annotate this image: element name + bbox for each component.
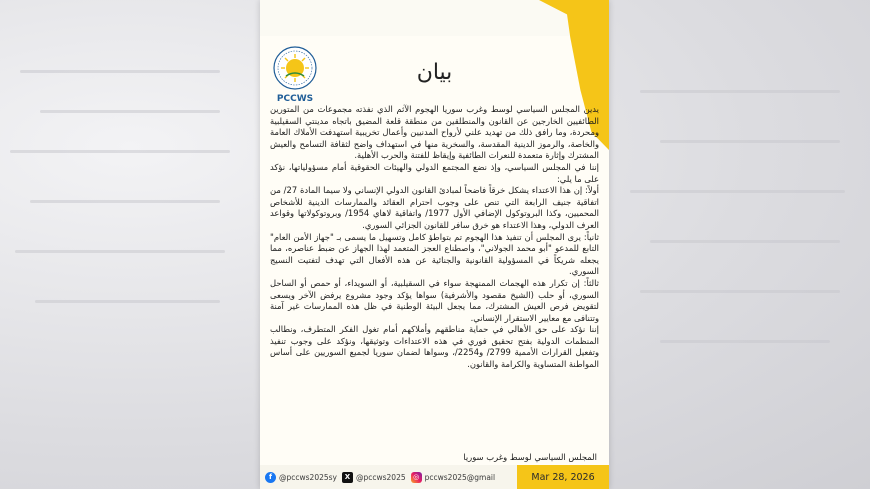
paragraph-intro: يدين المجلس السياسي لوسط وغرب سوريا الهجوم الآثم الذي نفذته مجموعات من المتورين الطائفيين الخارجين عن القانون والمنطلقين من منطقة قلعة المضيق باتجاه مدينتي السقيلبية ومحردة، وما رافق ذلك من تهديد علني لأرواح المدنيين وأعمال تخريبية استهدفت الأملاك العامة والخاصة، والرموز الدينية المقدسة، والسخرية منها في استهداف واضح لثقافة التسامح والعيش المشترك وإثارة متعمدة للنعرات الطائفية وإيقاظ للفتنة والحرب الأهلية. bbox=[270, 104, 599, 161]
logo-label: PCCWS bbox=[276, 94, 314, 104]
paragraph-first: أولاً: إن هذا الاعتداء يشكل خرقاً فاضحاً لمبادئ القانون الدولي الإنساني ولا سيما المادة 27/ من اتفاقية جنيف الرابعة التي تنص على وجوب احترام العقائد والممارسات الدينية للأشخاص المحميين، وكذا البروتوكول الإضافي الأول 1977/ واتفاقية لاهاي 1954/ وبروتوكولاتها وقواعد العرف الدولي، وهذا الاعتداء هو خرق سافر للقانون الجزائي السوري. bbox=[270, 185, 599, 230]
statement-document bbox=[260, 0, 609, 489]
paragraph-second: ثانياً: يرى المجلس أن تنفيذ هذا الهجوم تم بتواطؤ كامل وتسهيل ما يسمى بـ "جهاز الأمن العام" التابع للمدعو "أبو محمد الجولاني"، واصطناع العجز المتعمد لهذا الجهاز عن ضبط عناصره، مما يجعله شريكاً في المسؤولية القانونية والجنائية عن هذه الأفعال التي تهدف لتفتيت النسيج السوري. bbox=[270, 231, 599, 277]
x-icon: X bbox=[342, 472, 353, 483]
paragraph-position: إننا في المجلس السياسي، وإذ نضع المجتمع الدولي والهيئات الحقوقية أمام مسؤولياتها، نؤكد على ما يلي: bbox=[270, 161, 599, 184]
date-badge: Mar 28, 2026 bbox=[517, 465, 609, 489]
facebook-link[interactable] bbox=[265, 472, 337, 483]
signature: المجلس السياسي لوسط وغرب سوريا bbox=[463, 452, 597, 462]
facebook-handle: @pccws2025sy bbox=[279, 472, 337, 482]
x-handle: @pccws2025 bbox=[355, 472, 406, 482]
paragraph-demands: إننا نؤكد على حق الأهالي في حماية مناطقهم وأملاكهم أمام تغول الفكر المتطرف، ونطالب المنظمات الدولية بفتح تحقيق فوري في هذه الاعتداءات وتوثيقها، ونؤكد على وجوب تنفيذ وتفعيل القرارات الأممية 2799/ و2254/، وسواها لضمان سوريا لجميع السوريين على أساس المواطنة المتساوية والكرامة والقانون. bbox=[270, 324, 599, 370]
document-title: بيان bbox=[416, 60, 453, 85]
paragraph-third: ثالثاً: إن تكرار هذه الهجمات الممنهجة سواء في السقيلبية، أو السويداء، أو حمص أو الساحل السوري، أو حلب (الشيخ مقصود والأشرفية) سواها يؤكد وجود مشروع يرفض الآخر ويسعى لتقويض فرص العيش المشترك، مما يجعل البيئة الوطنية في ظل هذه الممارسات غير آمنة وتتنافى مع معايير الاستقرار الإنساني. bbox=[270, 277, 599, 323]
instagram-icon: ◎ bbox=[411, 472, 422, 483]
facebook-icon: f bbox=[265, 472, 276, 483]
email-link[interactable] bbox=[411, 472, 495, 483]
statement-body bbox=[270, 104, 599, 371]
email-address: pccws2025@gmail bbox=[424, 472, 496, 482]
x-link[interactable] bbox=[342, 472, 406, 483]
